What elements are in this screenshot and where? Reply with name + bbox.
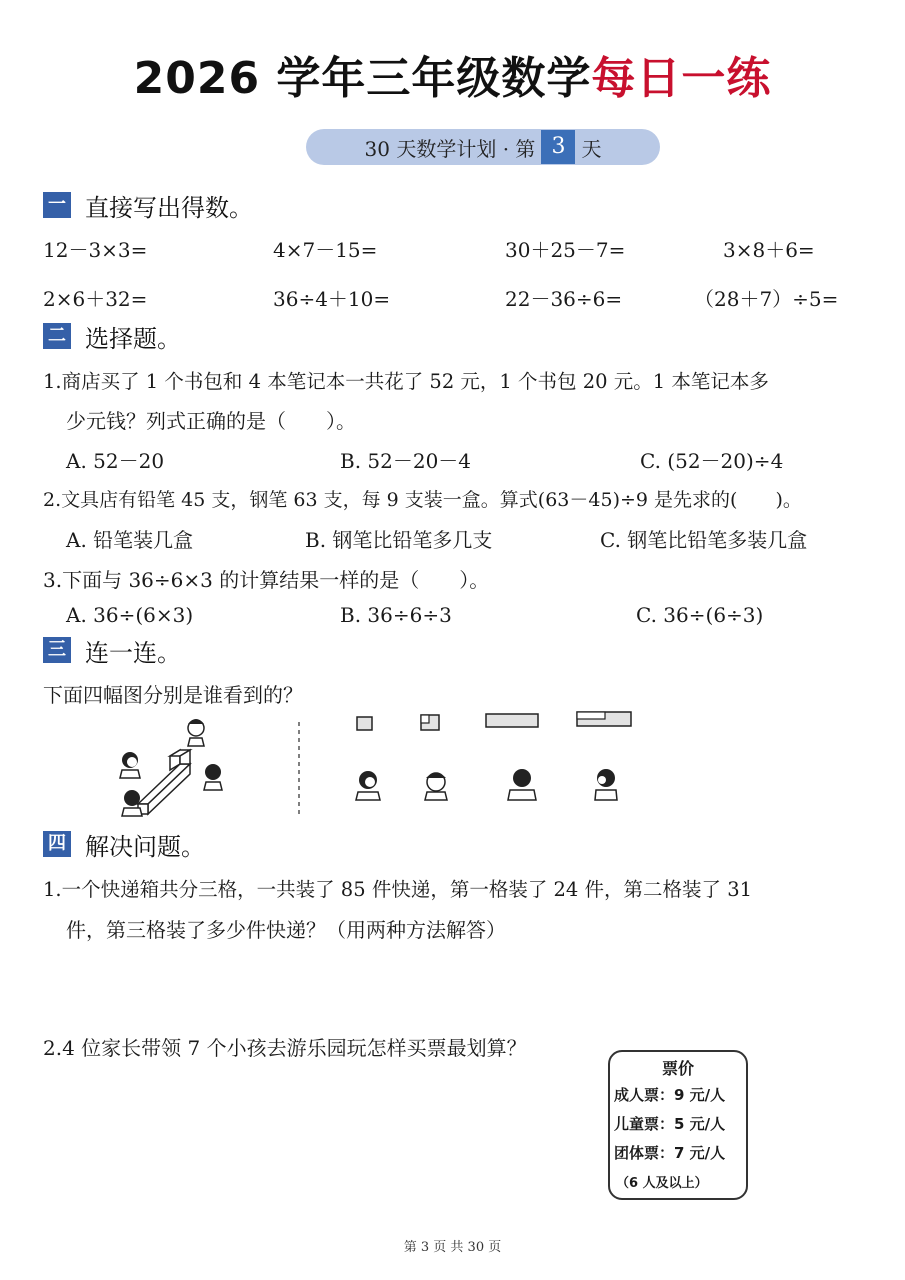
view-square-with-notch-icon [418,712,442,732]
calc-item: 30＋25－7= [505,238,626,262]
question-2-3-line1: 3.下面与 36÷6×3 的计算结果一样的是（ ）。 [43,568,490,592]
option-b: B. 36÷6÷3 [340,603,452,627]
page-footer: 第 3 页 共 30 页 [403,1240,502,1255]
ticket-group: 团体票：7 元/人 [614,1144,726,1162]
child-cap-icon [418,768,454,802]
plan-day-number: 3 [541,130,575,164]
calc-item: 22－36÷6= [505,287,623,311]
ticket-adult: 成人票：9 元/人 [614,1086,726,1104]
section-4-header [43,828,205,860]
child-back-icon [504,766,540,802]
section-1-header [43,189,253,221]
block-with-children-illustration [110,712,240,822]
section-3-title: 连一连。 [85,638,181,667]
calc-item: 4×7－15= [273,238,378,262]
section-1-badge: 一 [43,192,71,218]
option-a: A. 36÷(6×3) [66,603,194,627]
child-side-icon [588,766,624,802]
calc-item: 3×8＋6= [723,238,815,262]
option-b: B. 52－20－4 [340,449,472,473]
view-long-rectangle-icon [484,710,540,730]
view-long-rectangle-split-icon [575,708,633,730]
option-c: C. 36÷(6÷3) [636,603,764,627]
section-4-title: 解决问题。 [85,832,205,861]
question-4-1-line1: 1.一个快递箱共分三格，一共装了 85 件快递，第一格装了 24 件，第二格装了 31 [43,878,753,901]
section-4-badge: 四 [43,831,71,857]
calc-item: （28＋7）÷5= [694,287,839,311]
dashed-divider [296,722,302,818]
section-1-title: 直接写出得数。 [85,193,253,222]
section-3-header [43,634,181,666]
child-top-icon [188,719,204,746]
plan-prefix: 30 天数学计划 · 第 [364,136,536,161]
ticket-child: 儿童票：5 元/人 [614,1115,726,1133]
section-3-badge: 三 [43,637,71,663]
question-2-2-line1: 2.文具店有铅笔 45 支，钢笔 63 支，每 9 支装一盒。算式(63－45)÷9 是先求的( )。 [43,489,802,511]
option-c: C. (52－20)÷4 [640,449,784,473]
option-a: A. 铅笔装几盒 [66,528,194,552]
ticket-price-box [608,1050,748,1200]
child-girl-icon [350,768,386,802]
section-2-badge: 二 [43,323,71,349]
calc-item: 12－3×3= [43,238,148,262]
ticket-title: 票价 [661,1059,694,1078]
child-right-icon [204,764,222,790]
section-2-header [43,320,181,352]
section-3-prompt: 下面四幅图分别是谁看到的？ [43,683,303,707]
page-title [0,42,905,106]
view-small-square-icon [354,712,374,732]
child-left-icon [120,752,140,778]
option-b: B. 钢笔比铅笔多几支 [305,528,493,552]
question-2-1-line1: 1.商店买了 1 个书包和 4 本笔记本一共花了 52 元，1 个书包 20 元。1 本笔记本多 [43,370,769,393]
ticket-note: （6 人及以上） [616,1176,708,1191]
calc-item: 2×6＋32= [43,287,148,311]
calc-item: 36÷4＋10= [273,287,391,311]
option-a: A. 52－20 [66,449,165,473]
question-4-1-line2: 件，第三格装了多少件快递？（用两种方法解答） [66,918,506,942]
section-2-title: 选择题。 [85,324,181,353]
title-main: 2026 学年三年级数学 [133,53,592,104]
option-c: C. 钢笔比铅笔多装几盒 [600,528,808,552]
plan-banner [306,129,660,165]
question-2-1-line2: 少元钱？列式正确的是（ ）。 [66,409,356,433]
title-accent: 每日一练 [591,53,772,104]
plan-suffix: 天 [581,136,602,161]
question-4-2-line1: 2.4 位家长带领 7 个小孩去游乐园玩怎样买票最划算？ [43,1036,527,1060]
